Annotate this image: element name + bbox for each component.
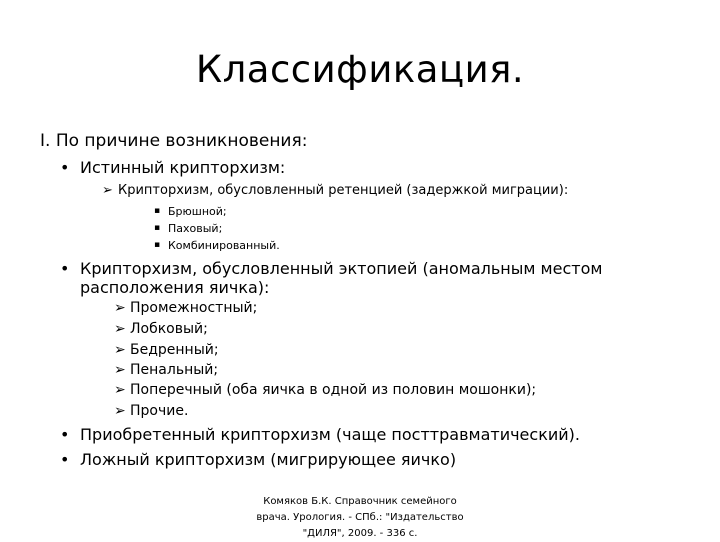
list-item-true-cryptorchidism	[60, 158, 286, 177]
item-text: Лобковый;	[130, 321, 208, 337]
bullet-arrow-icon: ➢	[102, 183, 113, 198]
list-item-false	[60, 450, 457, 469]
list-item-other	[114, 403, 189, 420]
list-item-perineal	[114, 300, 258, 317]
item-text: Истинный крипторхизм:	[80, 158, 286, 177]
item-text: Брюшной;	[168, 205, 227, 218]
list-item-penile	[114, 362, 219, 379]
list-item-acquired	[60, 425, 580, 444]
bullet-arrow-icon: ➢	[114, 342, 126, 358]
bullet-dot-icon: •	[60, 158, 70, 177]
item-text-line2: расположения яичка):	[80, 278, 270, 297]
bullet-square-icon: ▪	[154, 240, 161, 250]
bullet-dot-icon: •	[60, 450, 70, 469]
item-text: Ложный крипторхизм (мигрирующее яичко)	[80, 450, 457, 469]
bullet-arrow-icon: ➢	[114, 403, 126, 419]
item-text: Пенальный;	[130, 362, 219, 378]
item-text: Комбинированный.	[168, 239, 280, 252]
list-item-combined	[154, 239, 280, 252]
footnote-line1: Комяков Б.К. Справочник семейного	[263, 496, 457, 507]
slide-title: Классификация.	[195, 48, 525, 91]
list-item-ectopia	[60, 259, 603, 297]
bullet-square-icon: ▪	[154, 206, 161, 216]
item-text: Приобретенный крипторхизм (чаще посттравматический).	[80, 425, 580, 444]
list-item-inguinal	[154, 222, 223, 235]
item-text: Бедренный;	[130, 342, 219, 358]
list-item-pubic	[114, 321, 208, 338]
list-item-abdominal	[154, 205, 227, 218]
bullet-square-icon: ▪	[154, 223, 161, 233]
item-text: Паховый;	[168, 222, 223, 235]
bullet-arrow-icon: ➢	[114, 300, 126, 316]
bullet-arrow-icon: ➢	[114, 321, 126, 337]
section-heading: I. По причине возникновения:	[40, 131, 308, 151]
footnote-line2: врача. Урология. - СПб.: "Издательство	[256, 512, 464, 523]
item-text: Промежностный;	[130, 300, 258, 316]
item-text: Поперечный (оба яичка в одной из половин мошонки);	[130, 382, 537, 398]
footnote-line3: "ДИЛЯ", 2009. - 336 с.	[302, 528, 418, 539]
bullet-dot-icon: •	[60, 259, 70, 278]
bullet-arrow-icon: ➢	[114, 382, 126, 398]
item-text: Крипторхизм, обусловленный ретенцией (задержкой миграции):	[118, 183, 569, 198]
list-item-femoral	[114, 342, 219, 359]
item-text-line1: Крипторхизм, обусловленный эктопией (аномальным местом	[80, 259, 603, 278]
item-text: Прочие.	[130, 403, 189, 419]
list-item-retention	[102, 183, 569, 199]
footnote-reference	[230, 494, 490, 542]
bullet-arrow-icon: ➢	[114, 362, 126, 378]
bullet-dot-icon: •	[60, 425, 70, 444]
list-item-transverse	[114, 382, 537, 399]
